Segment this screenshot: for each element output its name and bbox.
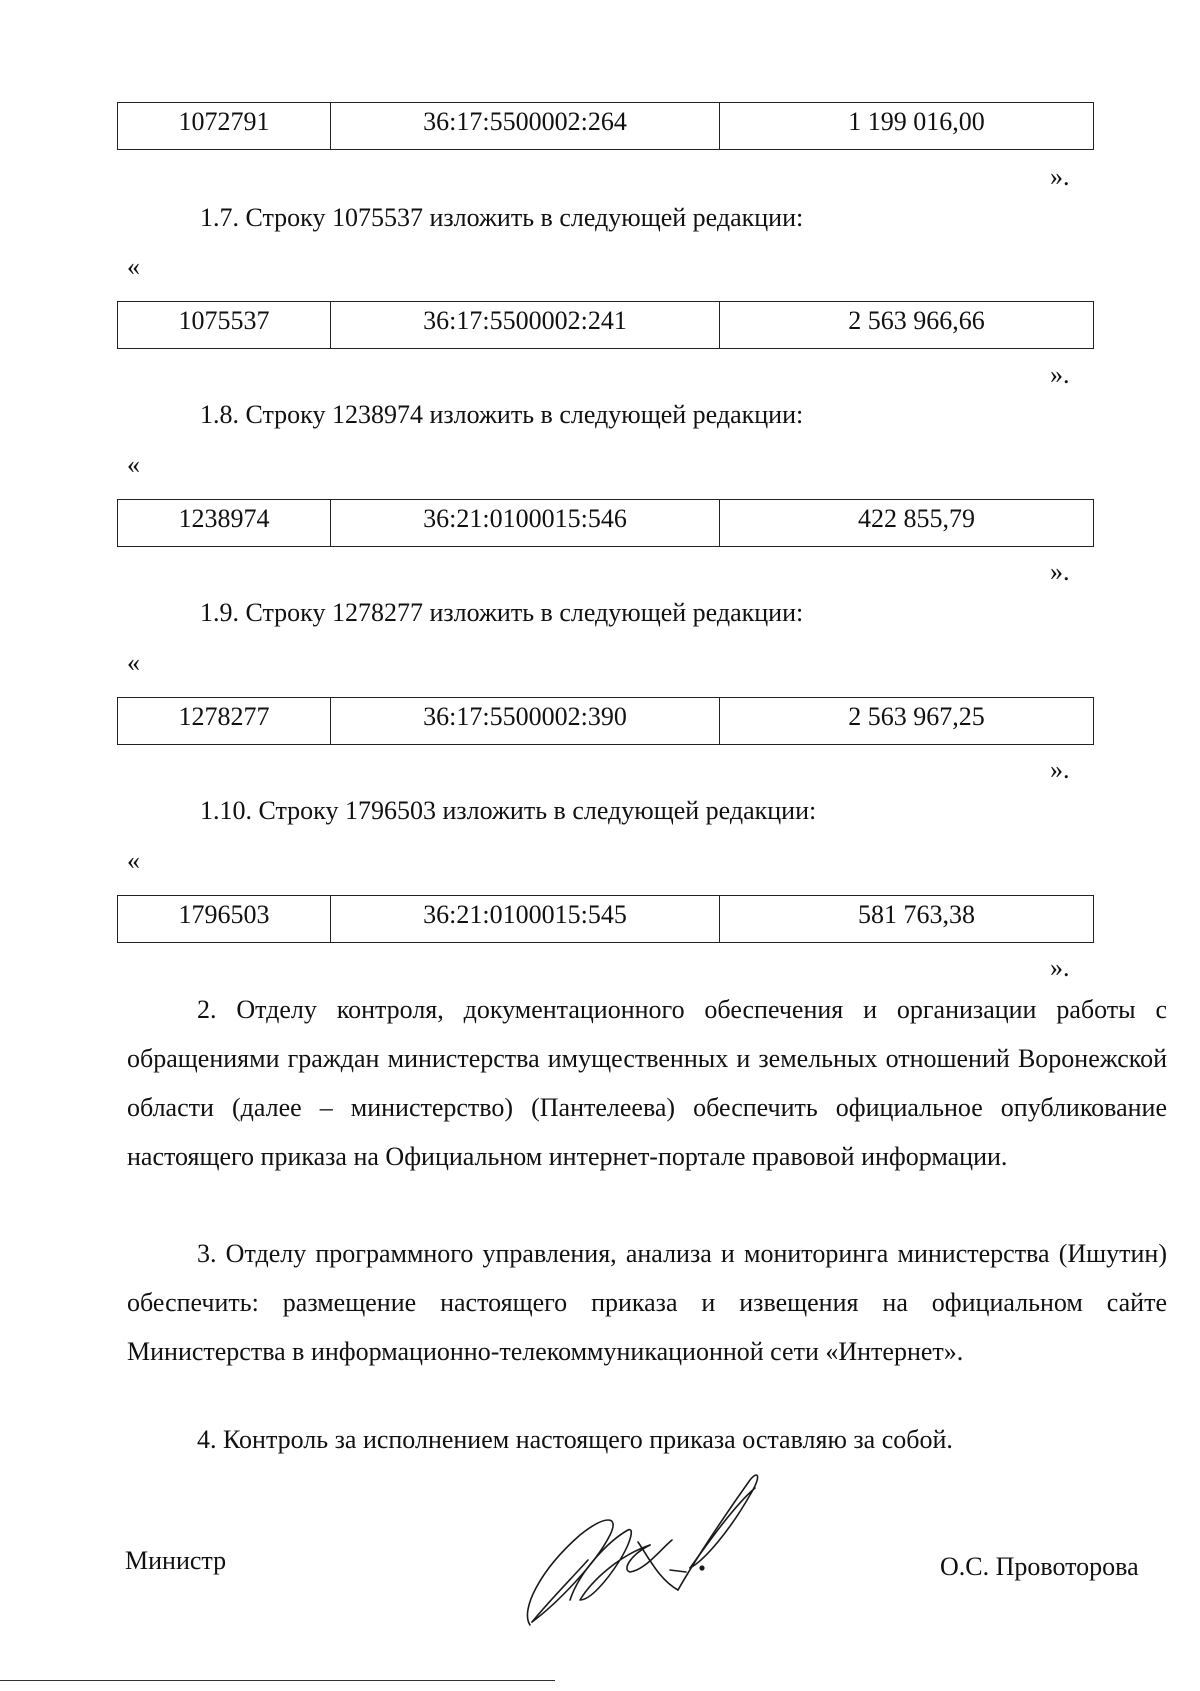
paragraph-3: 3. Отделу программного управления, анализа и мониторинга министерства (Ишутин) обеспечить: размещение настоящего приказа и извещения на официальном сайте Министерства в информационно-телекоммуникационной сети «Интернет». (127, 1239, 1167, 1366)
closing-quote: ». (1050, 557, 1070, 586)
value-cell (720, 103, 1094, 150)
value-text: 2 563 966,66 (848, 306, 985, 335)
table-row (117, 301, 1094, 349)
table-row (117, 697, 1094, 745)
value-text: 2 563 967,25 (848, 702, 985, 731)
value-cell (720, 698, 1094, 745)
value-text: 1 199 016,00 (848, 107, 985, 136)
value-text: 581 763,38 (858, 900, 975, 929)
value-text: 422 855,79 (858, 504, 975, 533)
closing-quote: ». (1050, 953, 1070, 982)
table-row (117, 895, 1094, 943)
signatory-name: О.С. Провоторова (940, 1552, 1139, 1581)
opening-quote: « (127, 648, 140, 677)
value-cell (720, 302, 1094, 349)
item-heading-1-10: 1.10. Строку 1796503 изложить в следующей редакции: (200, 796, 817, 825)
signatory-role: Министр (125, 1546, 227, 1575)
row-id-cell: 1796503 (118, 896, 331, 943)
item-heading-1-7: 1.7. Строку 1075537 изложить в следующей редакции: (200, 203, 804, 232)
cadastral-number-cell: 36:21:0100015:545 (331, 896, 720, 943)
item-heading-1-9: 1.9. Строку 1278277 изложить в следующей редакции: (200, 598, 804, 627)
paragraph-4: 4. Контроль за исполнением настоящего приказа оставляю за собой. (197, 1425, 953, 1454)
closing-quote: ». (1050, 755, 1070, 784)
opening-quote: « (127, 846, 140, 875)
footer-divider (0, 1680, 555, 1681)
value-cell (720, 896, 1094, 943)
item-heading-1-8: 1.8. Строку 1238974 изложить в следующей редакции: (200, 400, 804, 429)
cadastral-number-cell: 36:17:5500002:241 (331, 302, 720, 349)
table-row (117, 102, 1094, 150)
row-id-cell: 1238974 (118, 500, 331, 547)
paragraph-2: 2. Отделу контроля, документационного обеспечения и организации работы с обращениями граждан министерства имущественных и земельных отношений Воронежской области (далее – министерство) (Пантелеева) обеспечить официальное опубликование настоящего приказа на Официальном интернет-портале правовой информации. (127, 995, 1167, 1171)
table-row (117, 499, 1094, 547)
row-id-cell: 1278277 (118, 698, 331, 745)
row-id-cell: 1072791 (118, 103, 331, 150)
opening-quote: « (127, 252, 140, 281)
cadastral-number-cell: 36:17:5500002:390 (331, 698, 720, 745)
cadastral-number-cell: 36:17:5500002:264 (331, 103, 720, 150)
opening-quote: « (127, 450, 140, 479)
handwritten-signature (510, 1460, 780, 1635)
row-id-cell: 1075537 (118, 302, 331, 349)
value-cell (720, 500, 1094, 547)
cadastral-number-cell: 36:21:0100015:546 (331, 500, 720, 547)
closing-quote: ». (1050, 162, 1070, 191)
closing-quote: ». (1050, 360, 1070, 389)
